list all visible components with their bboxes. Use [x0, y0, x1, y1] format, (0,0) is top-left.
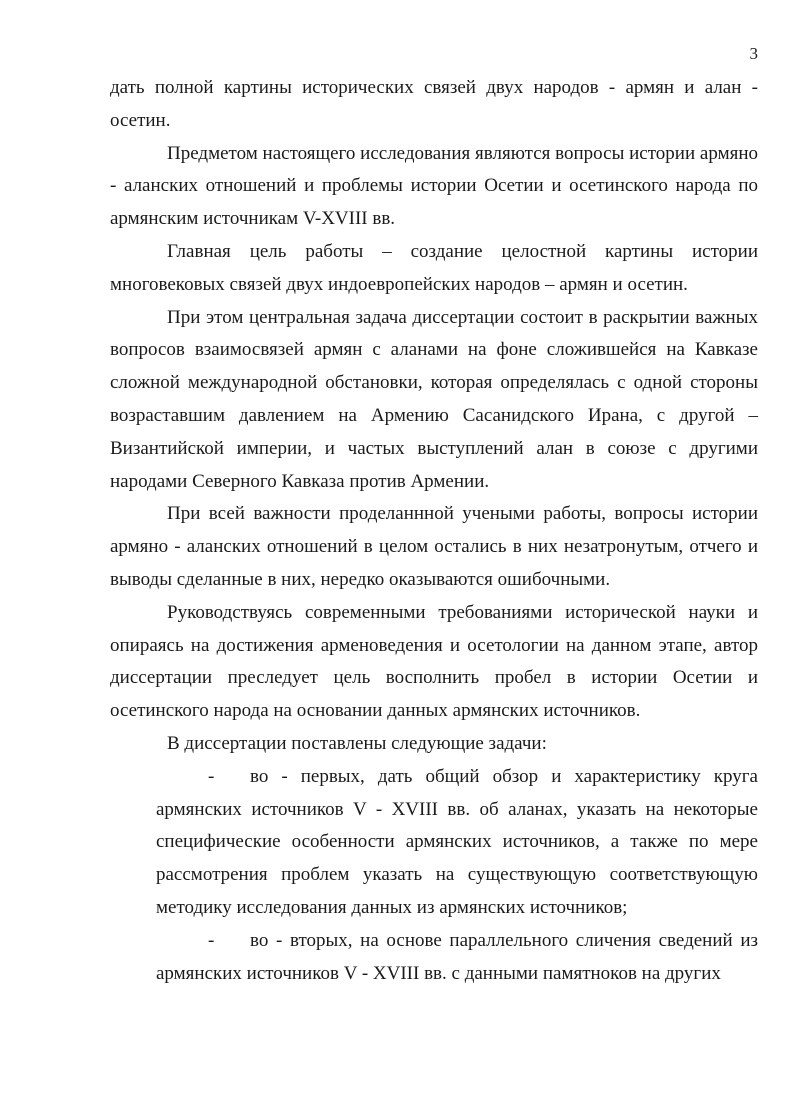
paragraph-central-task: При этом центральная задача диссертации состоит в раскрытии важных вопросов взаимосвязей армян с аланами на фоне сложившейся на Кавказе сложной международной обстановки, которая определялась с одной стороны возраставшим давлением на Армению Сасанидского Ирана, с другой – Византийской империи, и частых выступлений алан в союзе с другими народами Северного Кавказа против Армении.	[110, 306, 758, 492]
list-item	[156, 925, 758, 991]
list-marker: -	[208, 929, 215, 951]
paragraph-aim: Руководствуясь современными требованиями исторической науки и опираясь на достижения арменоведения и осетологии на данном этапе, автор диссертации преследует цель восполнить пробел в истории Осетии и осетинского народа на основании данных армянских источников.	[110, 601, 758, 722]
paragraph-goal: Главная цель работы – создание целостной картины истории многовековых связей двух индоевропейских народов – армян и осетин.	[110, 240, 758, 295]
paragraph-continuation: дать полной картины исторических связей двух народов - армян и алан - осетин.	[110, 77, 758, 131]
list-item	[156, 761, 758, 925]
list-marker: -	[208, 765, 215, 787]
body-text	[110, 72, 758, 990]
paragraph-subject: Предметом настоящего исследования являются вопросы истории армяно - аланских отношений и проблемы истории Осетии и осетинского народа по армянским источникам V-XVIII вв.	[110, 142, 758, 230]
paragraph-previous-work: При всей важности проделаннной учеными работы, вопросы истории армяно - аланских отношений в целом остались в них незатронутым, отчего и выводы сделанные в них, нередко оказываются ошибочными.	[110, 503, 758, 590]
list-item-text: во - вторых, на основе параллельного сличения сведений из армянских источников V - XVIII вв. с данными памятноков на других	[156, 929, 758, 984]
page-number: 3	[749, 44, 758, 63]
paragraph-tasks-intro: В диссертации поставлены следующие задачи:	[167, 732, 547, 754]
list-item-text: во - первых, дать общий обзор и характеристику круга армянских источников V - XVIII вв. об аланах, указать на некоторые специфические особенности армянских источников, а также по мере рассмотрения проблем указать на существующую соответствующую методику исследования данных из армянских источников;	[156, 765, 758, 918]
